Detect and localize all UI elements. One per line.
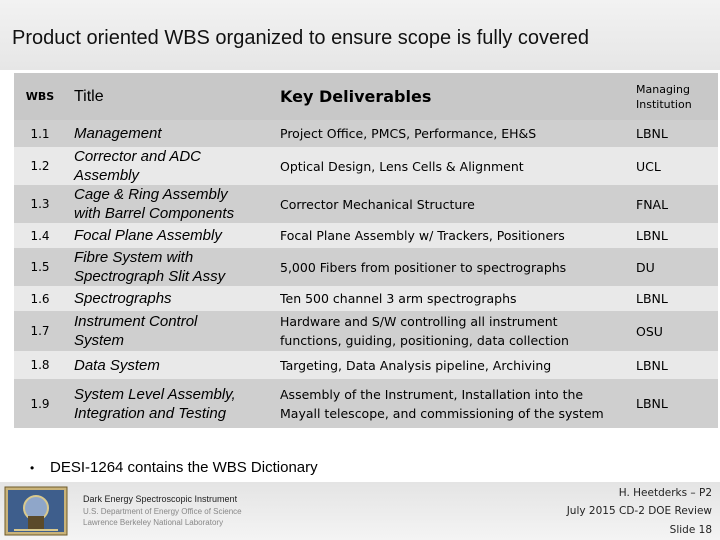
wbs-title-line: Data System xyxy=(74,356,160,374)
bullet-marker: • xyxy=(30,461,35,475)
key-deliverables xyxy=(280,286,636,311)
wbs-title xyxy=(66,147,280,185)
wbs-title-line: Fibre System with xyxy=(74,249,194,266)
table-row xyxy=(14,311,718,351)
key-deliverables-line: Hardware and S/W controlling all instrument xyxy=(280,314,558,329)
wbs-number: 1.1 xyxy=(14,120,66,147)
header-institution-line1: Managing xyxy=(636,82,690,96)
bullet-line xyxy=(30,459,318,476)
managing-institution: LBNL xyxy=(636,286,718,311)
table-row xyxy=(14,351,718,379)
table-row xyxy=(14,120,718,147)
wbs-number: 1.6 xyxy=(14,286,66,311)
wbs-number: 1.2 xyxy=(14,147,66,185)
managing-institution: LBNL xyxy=(636,120,718,147)
wbs-title-line: Focal Plane Assembly xyxy=(74,227,222,244)
managing-institution: OSU xyxy=(636,311,718,351)
wbs-title xyxy=(66,379,280,428)
table-row xyxy=(14,147,718,185)
key-deliverables-line: Focal Plane Assembly w/ Trackers, Positioners xyxy=(280,228,565,243)
wbs-number: 1.3 xyxy=(14,185,66,223)
table-header-row xyxy=(14,73,718,120)
header-institution-line2: Institution xyxy=(636,97,692,111)
wbs-title-line: Corrector and ADC xyxy=(74,148,201,165)
header-deliverables: Key Deliverables xyxy=(280,73,636,120)
footer-lbnl: Lawrence Berkeley National Laboratory xyxy=(83,518,224,527)
slide-number: Slide 18 xyxy=(669,524,712,536)
managing-institution: LBNL xyxy=(636,351,718,379)
wbs-title xyxy=(66,286,280,311)
wbs-title xyxy=(66,311,280,351)
managing-institution: FNAL xyxy=(636,185,718,223)
wbs-title-line: Spectrographs xyxy=(74,290,172,307)
key-deliverables-line: Corrector Mechanical Structure xyxy=(280,196,475,212)
footer-doe: U.S. Department of Energy Office of Science xyxy=(83,507,242,516)
managing-institution: DU xyxy=(636,248,718,286)
key-deliverables xyxy=(280,185,636,223)
wbs-title xyxy=(66,248,280,286)
table-row xyxy=(14,379,718,428)
key-deliverables xyxy=(280,248,636,286)
wbs-number: 1.7 xyxy=(14,311,66,351)
wbs-title-line: Management xyxy=(74,125,162,142)
wbs-title xyxy=(66,185,280,223)
table-row xyxy=(14,286,718,311)
header-wbs: WBS xyxy=(14,73,66,120)
managing-institution: LBNL xyxy=(636,379,718,428)
wbs-title-line: System xyxy=(74,332,125,349)
wbs-title xyxy=(66,120,280,147)
footer-review: July 2015 CD-2 DOE Review xyxy=(566,505,712,517)
footer-org-name: Dark Energy Spectroscopic Instrument xyxy=(83,494,238,504)
key-deliverables-line: Mayall telescope, and commissioning of the system xyxy=(280,405,604,421)
key-deliverables xyxy=(280,120,636,147)
key-deliverables xyxy=(280,351,636,379)
key-deliverables xyxy=(280,311,636,351)
key-deliverables-line: Project Office, PMCS, Performance, EH&S xyxy=(280,126,537,141)
managing-institution: UCL xyxy=(636,147,718,185)
wbs-number: 1.8 xyxy=(14,351,66,379)
key-deliverables xyxy=(280,223,636,248)
wbs-number: 1.5 xyxy=(14,248,66,286)
table-row xyxy=(14,248,718,286)
slide-title: Product oriented WBS organized to ensure scope is fully covered xyxy=(12,27,589,49)
wbs-title-line: Instrument Control xyxy=(74,313,198,330)
wbs-title xyxy=(66,351,280,379)
bullet-text: DESI-1264 contains the WBS Dictionary xyxy=(50,459,318,476)
key-deliverables-line: Optical Design, Lens Cells & Alignment xyxy=(280,158,524,174)
wbs-table xyxy=(14,73,718,428)
key-deliverables-line: Targeting, Data Analysis pipeline, Archiving xyxy=(280,357,552,373)
managing-institution: LBNL xyxy=(636,223,718,248)
desi-telescope-logo-icon xyxy=(4,486,68,536)
wbs-number: 1.4 xyxy=(14,223,66,248)
wbs-title xyxy=(66,223,280,248)
wbs-title-line: Assembly xyxy=(74,167,140,184)
wbs-title-line: Cage & Ring Assembly xyxy=(74,186,228,203)
key-deliverables-line: functions, guiding, positioning, data collection xyxy=(280,333,569,348)
footer-author: H. Heetderks – P2 xyxy=(618,487,712,499)
header-title: Title xyxy=(66,73,280,120)
wbs-title-line: System Level Assembly, xyxy=(74,385,236,403)
table-row xyxy=(14,185,718,223)
key-deliverables xyxy=(280,379,636,428)
wbs-title-line: Integration and Testing xyxy=(74,404,227,422)
wbs-title-line: Spectrograph Slit Assy xyxy=(74,268,226,285)
wbs-title-line: with Barrel Components xyxy=(74,205,235,222)
key-deliverables-line: Assembly of the Instrument, Installation into the xyxy=(280,386,584,402)
key-deliverables xyxy=(280,147,636,185)
table-row xyxy=(14,223,718,248)
key-deliverables-line: Ten 500 channel 3 arm spectrographs xyxy=(280,291,517,306)
header-institution xyxy=(636,73,718,120)
wbs-number: 1.9 xyxy=(14,379,66,428)
key-deliverables-line: 5,000 Fibers from positioner to spectrographs xyxy=(280,259,567,275)
